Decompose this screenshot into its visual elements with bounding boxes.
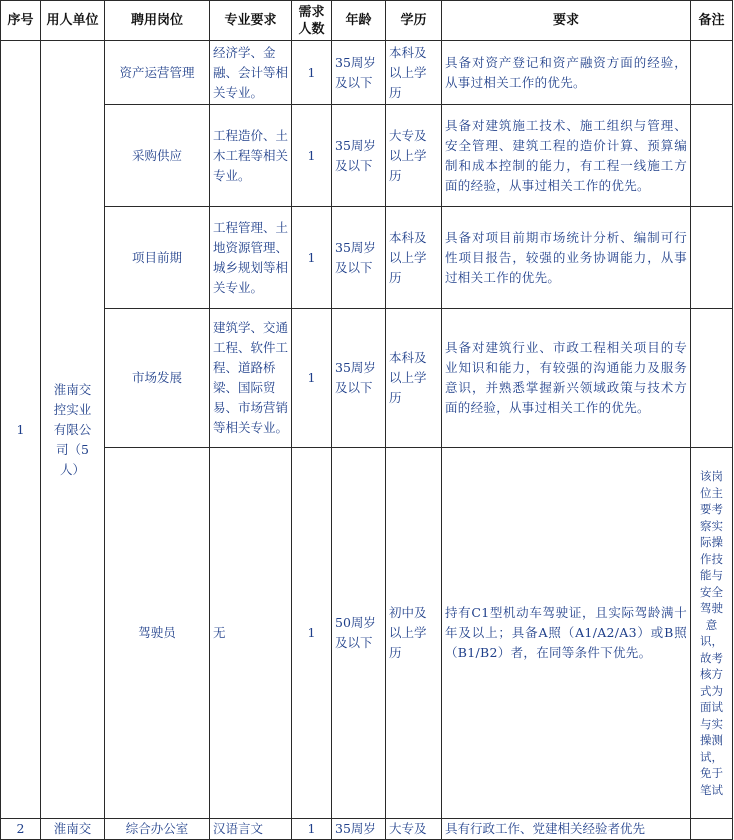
note-cell xyxy=(691,105,733,207)
edu-cell: 大专及以上学历 xyxy=(386,105,442,207)
note-cell xyxy=(691,309,733,448)
count-cell: 1 xyxy=(292,207,332,309)
note-cell: 该岗位主要考察实际操作技能与安全驾驶意识，故考核方式为面试与实操测试，免于笔试 xyxy=(691,448,733,819)
note-cell xyxy=(691,207,733,309)
edu-cell: 初中及以上学历 xyxy=(386,448,442,819)
table-row xyxy=(1,448,733,819)
table-row xyxy=(1,41,733,105)
note-cell xyxy=(691,41,733,105)
count-cell: 1 xyxy=(292,448,332,819)
header-age: 年龄 xyxy=(332,1,386,41)
header-count: 需求人数 xyxy=(292,1,332,41)
major-cell: 工程管理、土地资源管理、城乡规划等相关专业。 xyxy=(210,207,292,309)
edu-cell: 大专及 xyxy=(386,819,442,840)
major-cell: 经济学、金融、会计等相关专业。 xyxy=(210,41,292,105)
seq-cell: 2 xyxy=(1,819,41,840)
age-cell: 50周岁及以下 xyxy=(332,448,386,819)
note-cell xyxy=(691,819,733,840)
header-unit: 用人单位 xyxy=(41,1,105,41)
edu-cell: 本科及以上学历 xyxy=(386,207,442,309)
age-cell: 35周岁 xyxy=(332,819,386,840)
count-cell: 1 xyxy=(292,309,332,448)
age-cell: 35周岁及以下 xyxy=(332,105,386,207)
requirement-cell: 具备对建筑行业、市政工程相关项目的专业知识和能力，有较强的沟通能力及服务意识，并熟悉掌握新兴领域政策与技术方面的经验，从事过相关工作的优先。 xyxy=(442,309,691,448)
requirement-cell: 具有行政工作、党建相关经验者优先 xyxy=(442,819,691,840)
header-position: 聘用岗位 xyxy=(105,1,210,41)
major-cell: 汉语言文 xyxy=(210,819,292,840)
count-cell: 1 xyxy=(292,41,332,105)
age-cell: 35周岁及以下 xyxy=(332,309,386,448)
age-cell: 35周岁及以下 xyxy=(332,207,386,309)
position-cell: 采购供应 xyxy=(105,105,210,207)
header-edu: 学历 xyxy=(386,1,442,41)
table-row xyxy=(1,819,733,840)
header-row xyxy=(1,1,733,41)
major-cell: 工程造价、土木工程等相关专业。 xyxy=(210,105,292,207)
group-unit: 淮南交控实业有限公司（5人） xyxy=(41,41,105,819)
requirement-cell: 具备对建筑施工技术、施工组织与管理、安全管理、建筑工程的造价计算、预算编制和成本控制的能力，有工程一线施工方面的经验，从事过相关工作的优先。 xyxy=(442,105,691,207)
position-cell: 项目前期 xyxy=(105,207,210,309)
header-seq: 序号 xyxy=(1,1,41,41)
header-note: 备注 xyxy=(691,1,733,41)
table-row xyxy=(1,207,733,309)
count-cell: 1 xyxy=(292,105,332,207)
requirement-cell: 具备对资产登记和资产融资方面的经验，从事过相关工作的优先。 xyxy=(442,41,691,105)
position-cell: 综合办公室 xyxy=(105,819,210,840)
header-req: 要求 xyxy=(442,1,691,41)
edu-cell: 本科及以上学历 xyxy=(386,309,442,448)
requirement-cell: 具备对项目前期市场统计分析、编制可行性项目报告，较强的业务协调能力，从事过相关工作的优先。 xyxy=(442,207,691,309)
count-cell: 1 xyxy=(292,819,332,840)
table-row xyxy=(1,309,733,448)
age-cell: 35周岁及以下 xyxy=(332,41,386,105)
header-major: 专业要求 xyxy=(210,1,292,41)
group-seq: 1 xyxy=(1,41,41,819)
edu-cell: 本科及以上学历 xyxy=(386,41,442,105)
table-row xyxy=(1,105,733,207)
position-cell: 驾驶员 xyxy=(105,448,210,819)
unit-cell: 淮南交 xyxy=(41,819,105,840)
major-cell: 无 xyxy=(210,448,292,819)
major-cell: 建筑学、交通工程、软件工程、道路桥梁、国际贸易、市场营销等相关专业。 xyxy=(210,309,292,448)
position-cell: 资产运营管理 xyxy=(105,41,210,105)
position-cell: 市场发展 xyxy=(105,309,210,448)
requirement-cell: 持有C1型机动车驾驶证，且实际驾龄满十年及以上；具备A照（A1/A2/A3）或B照（B1/B2）者，在同等条件下优先。 xyxy=(442,448,691,819)
